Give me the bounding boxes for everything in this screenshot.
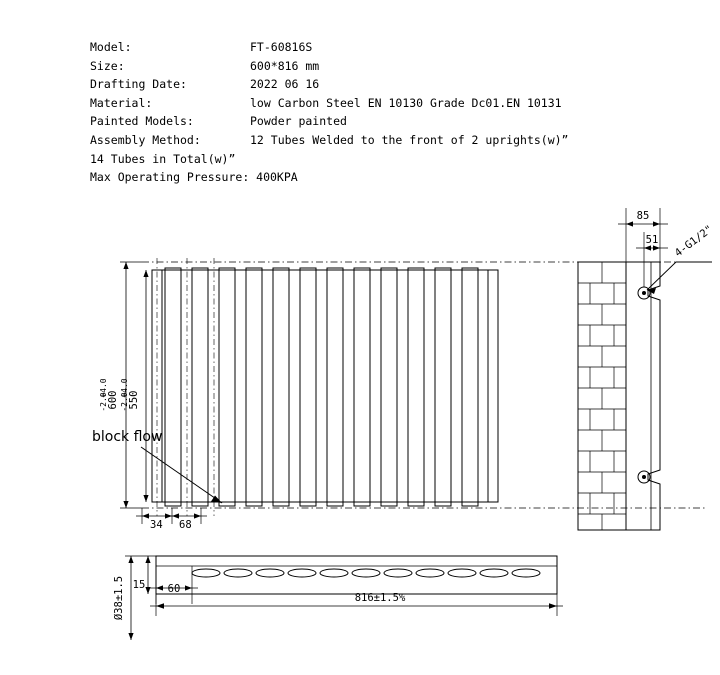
dim-text-68: 68 <box>179 519 192 531</box>
front-view-tube <box>327 268 343 506</box>
front-view-tube <box>246 268 262 506</box>
front-view-right-upright <box>488 270 498 502</box>
top-view-tube <box>256 569 284 577</box>
front-view-tube <box>381 268 397 506</box>
front-view-tube <box>408 268 424 506</box>
top-view-body <box>156 556 557 594</box>
spec-label-drafting-date: Drafting Date: <box>90 77 187 92</box>
dim-text-60: 60 <box>167 583 181 595</box>
front-view-height-inner-dimension <box>120 270 149 502</box>
side-view-bottom-connection-center <box>642 475 646 479</box>
front-view-tubes <box>165 268 478 506</box>
block-flow-label: block flow <box>92 429 163 445</box>
front-view-left-upright <box>152 270 162 502</box>
side-view-top-connection-center <box>642 291 646 295</box>
top-view <box>113 556 563 640</box>
side-view-dim-85 <box>618 208 668 262</box>
front-view <box>92 258 705 531</box>
spec-label-assembly-method: Assembly Method: <box>90 132 201 147</box>
top-view-tube <box>192 569 220 577</box>
front-view-tube <box>435 268 451 506</box>
dim-arrow-816-right <box>549 603 557 609</box>
spec-label-model: Model: <box>90 40 132 54</box>
dim-arrow-816-left <box>156 603 164 609</box>
dim-arrow-diameter-bottom <box>128 633 133 640</box>
dim-tol-600-upper: +4.0 <box>99 378 108 398</box>
dim-tol-550-upper: +4.0 <box>120 378 129 398</box>
top-view-tube <box>512 569 540 577</box>
dim-text-550: 550 <box>128 390 140 410</box>
dim-arrow-550-bottom <box>143 495 148 502</box>
connection-callout-text: 4-G1/2" <box>672 223 716 260</box>
spec-max-operating-pressure: Max Operating Pressure: 400KPA <box>90 170 298 185</box>
dim-tick-34-b <box>165 513 172 518</box>
spec-label-material: Material: <box>90 95 153 110</box>
dim-arrow-600-top <box>123 262 128 269</box>
dim-text-600: 600 <box>107 390 119 410</box>
front-view-tube <box>354 268 370 506</box>
spec-value-assembly-method: 12 Tubes Welded to the front of 2 uprights(w)” <box>250 132 569 147</box>
top-view-dim-60 <box>150 566 198 604</box>
spec-value-size: 600*816 mm <box>250 58 320 73</box>
top-view-dim-diameter <box>113 556 156 640</box>
top-view-tube <box>384 569 412 577</box>
dim-tick-68-b <box>194 513 201 518</box>
side-view-wall-brick-hatch <box>578 262 626 530</box>
front-view-tube <box>300 268 316 506</box>
front-view-bottom-dimensions <box>136 508 207 531</box>
top-view-tubes <box>192 569 540 577</box>
top-view-tube <box>416 569 444 577</box>
dim-arrow-60-left <box>156 585 163 590</box>
dim-arrow-51-left <box>644 245 651 250</box>
front-view-tube <box>273 268 289 506</box>
front-view-tube <box>192 268 208 506</box>
dim-tick-34-a <box>142 513 149 518</box>
side-view-dim-51 <box>636 232 668 287</box>
dim-arrow-15-bottom <box>145 587 150 594</box>
spec-label-size: Size: <box>90 58 125 73</box>
top-view-tube <box>448 569 476 577</box>
spec-value-material: low Carbon Steel EN 10130 Grade Dc01.EN 10131 <box>250 95 562 110</box>
dim-arrow-diameter-top <box>128 556 133 563</box>
front-view-tube <box>462 268 478 506</box>
dim-arrow-85-right <box>653 221 660 226</box>
dim-arrow-600-bottom <box>123 501 128 508</box>
dim-tick-68-a <box>172 513 179 518</box>
spec-value-model: FT-60816S <box>250 40 313 54</box>
front-view-tube <box>219 268 235 506</box>
top-view-tube <box>320 569 348 577</box>
dim-text-816: 816±1.5% <box>354 592 406 604</box>
spec-assembly-continuation: 14 Tubes in Total(w)” <box>90 151 236 166</box>
top-view-tube <box>224 569 252 577</box>
dim-text-34: 34 <box>150 519 163 531</box>
top-view-dim-length <box>150 592 563 616</box>
top-view-tube <box>288 569 316 577</box>
dim-text-15: 15 <box>132 579 146 591</box>
front-view-tube <box>165 268 181 506</box>
dim-arrow-15-top <box>145 556 150 563</box>
dim-arrow-550-top <box>143 270 148 277</box>
top-view-tube <box>352 569 380 577</box>
dim-text-85: 85 <box>636 210 650 222</box>
spec-value-drafting-date: 2022 06 16 <box>250 77 320 92</box>
top-view-dim-15 <box>133 556 151 594</box>
dim-text-diameter: Ø38±1.5 <box>113 575 125 621</box>
dim-arrow-85-left <box>626 221 633 226</box>
dim-arrow-60-right <box>185 585 192 590</box>
dim-arrow-51-right <box>653 245 660 250</box>
top-view-tube <box>480 569 508 577</box>
dim-tol-550-lower: -2.0 <box>120 392 129 412</box>
dim-tol-600-lower: -2.0 <box>99 392 108 412</box>
dim-text-51: 51 <box>645 234 659 246</box>
spec-label-painted-models: Painted Models: <box>90 114 194 129</box>
side-view <box>578 208 715 530</box>
spec-value-painted-models: Powder painted <box>250 114 347 129</box>
side-view-radiator-profile <box>626 262 660 530</box>
